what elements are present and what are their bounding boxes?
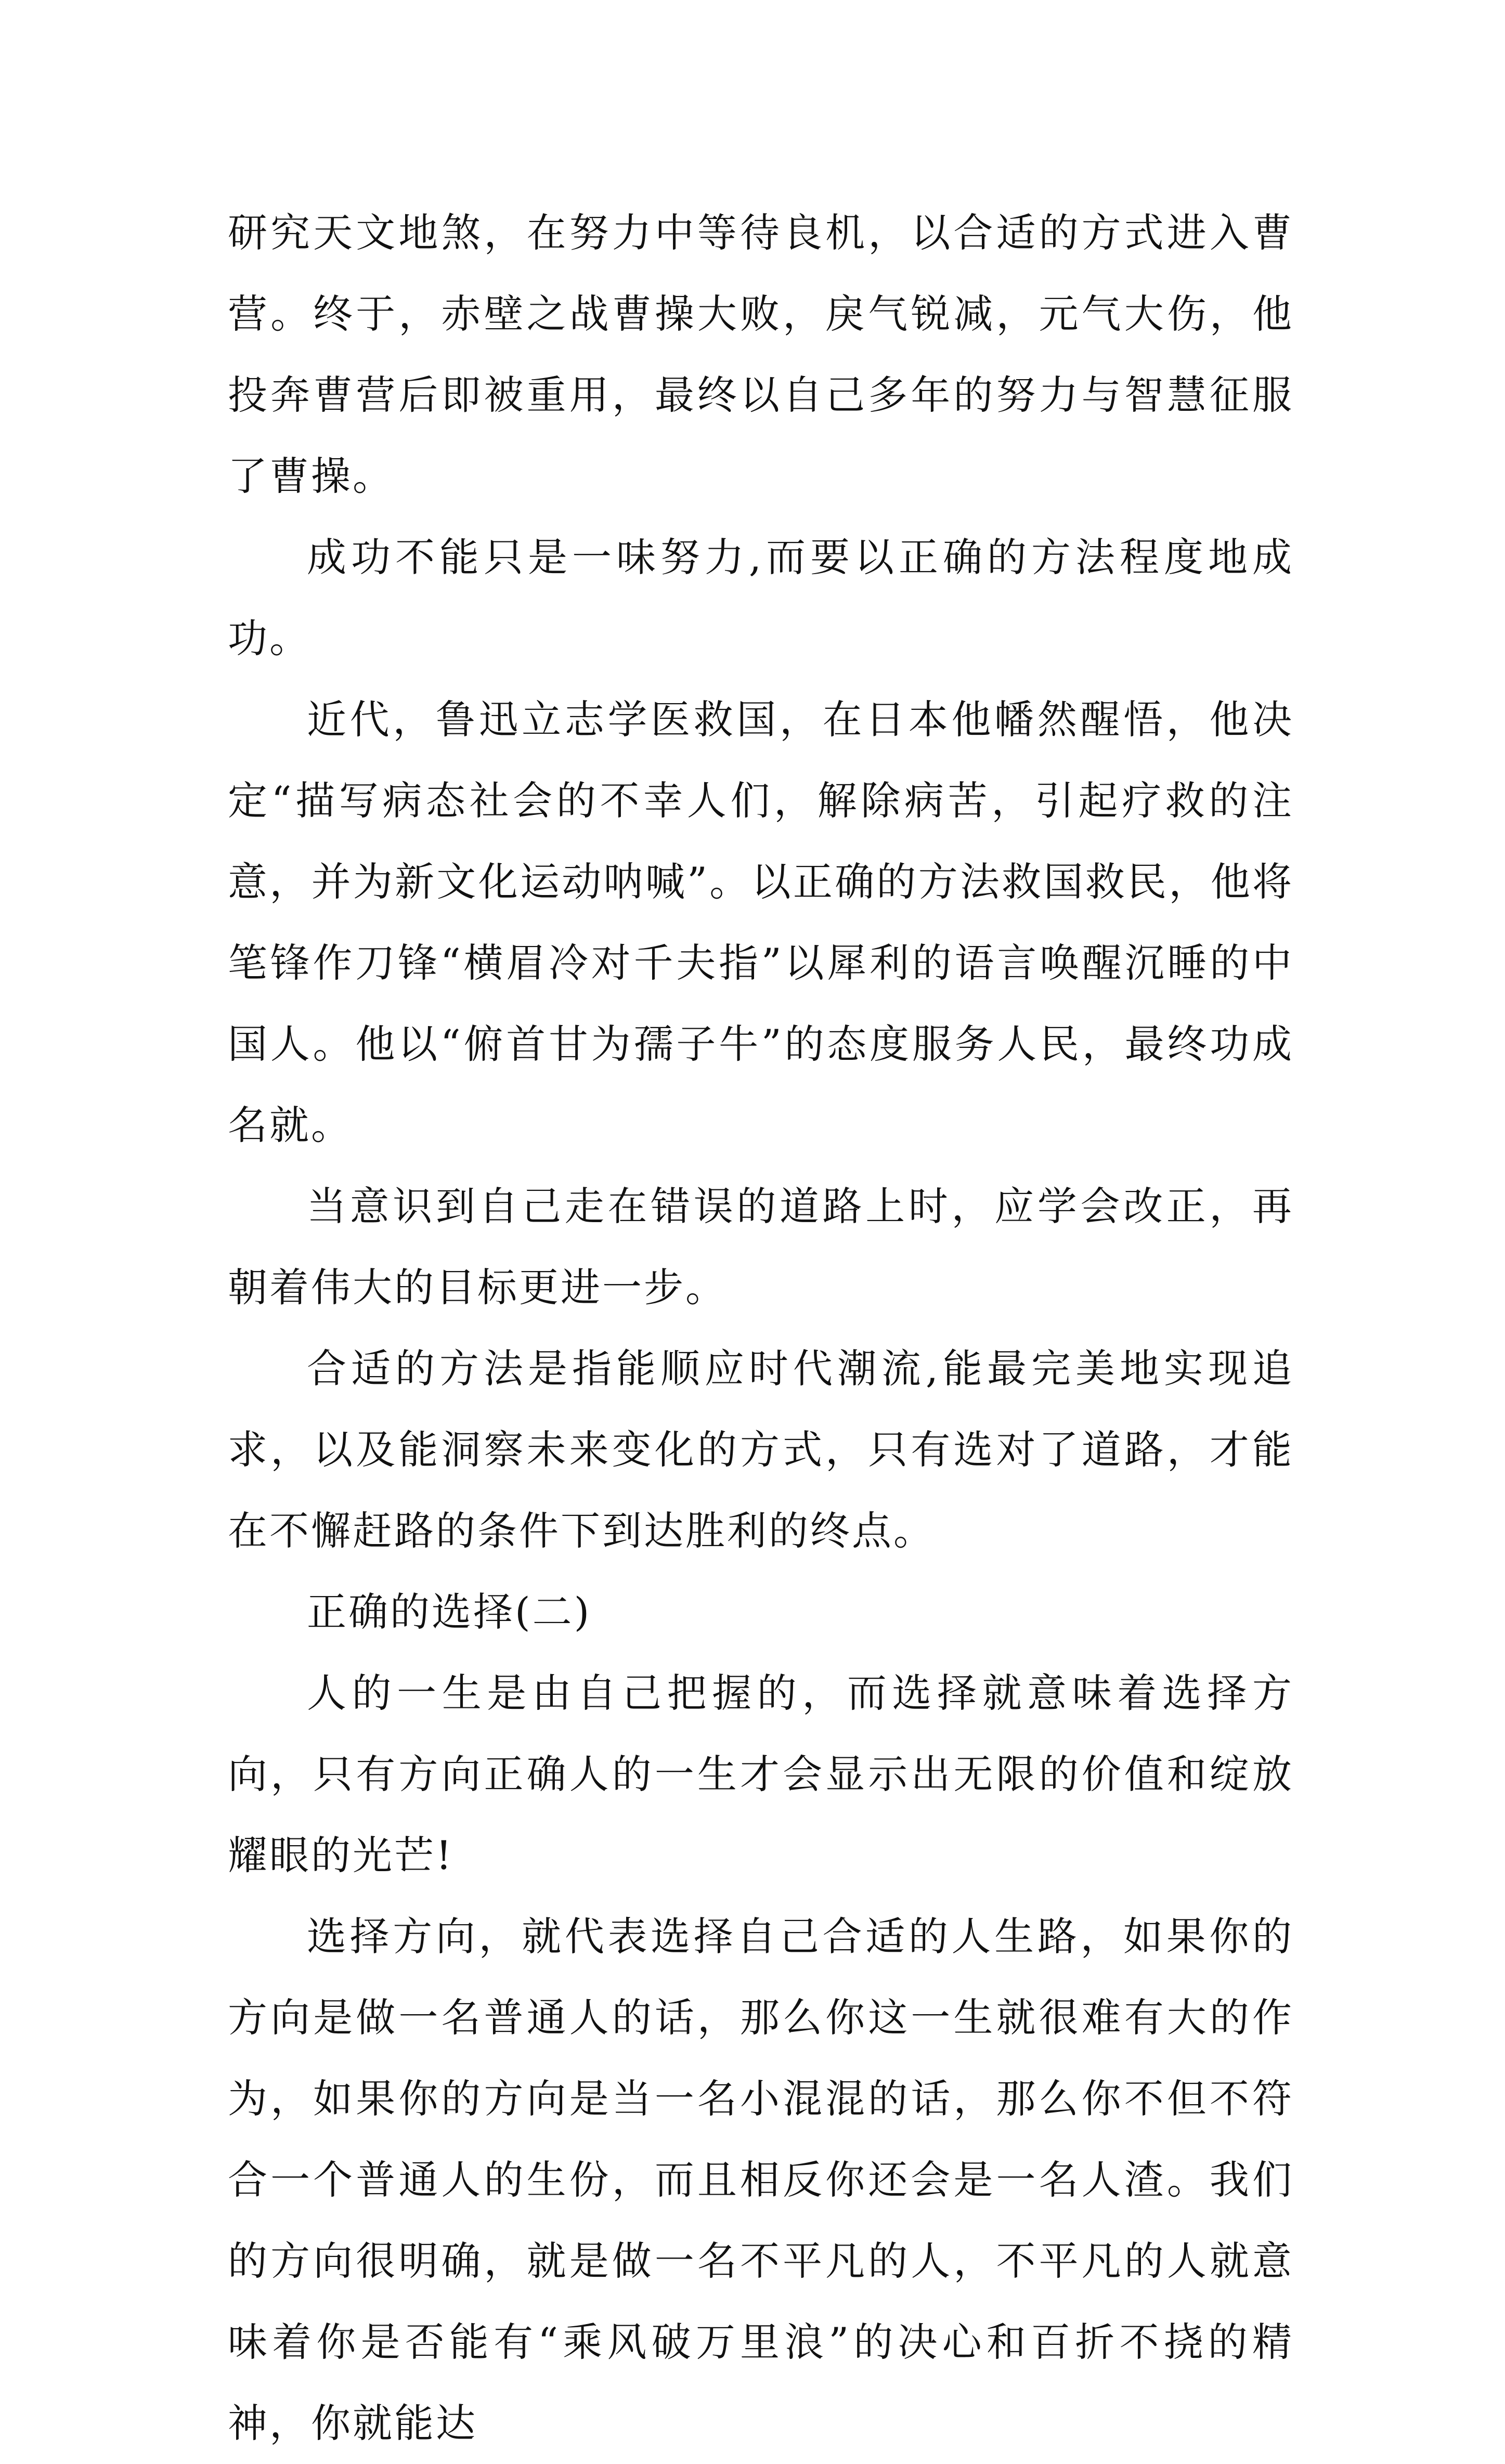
- paragraph-continuation: 研究天文地煞，在努力中等待良机，以合适的方式进入曹营。终于，赤壁之战曹操大败，戾气锐减，元气大伤，他投奔曹营后即被重用，最终以自己多年的努力与智慧征服了曹操。: [228, 210, 1294, 499]
- paragraph: 当意识到自己走在错误的道路上时，应学会改正，再朝着伟大的目标更进一步。: [228, 1183, 1294, 1311]
- document-body: [228, 192, 1294, 2464]
- paragraph: 近代，鲁迅立志学医救国，在日本他幡然醒悟，他决定“描写病态社会的不幸人们，解除病苦，引起疗救的注意，并为新文化运动呐喊”。以正确的方法救国救民，他将笔锋作刀锋“横眉冷对千夫指”以犀利的语言唤醒沉睡的中国人。他以“俯首甘为孺子牛”的态度服务人民，最终功成名就。: [228, 696, 1294, 1148]
- paragraph: 成功不能只是一味努力,而要以正确的方法程度地成功。: [228, 534, 1294, 662]
- paragraph: 合适的方法是指能顺应时代潮流,能最完美地实现追求，以及能洞察未来变化的方式，只有选对了道路，才能在不懈赶路的条件下到达胜利的终点。: [228, 1345, 1294, 1554]
- section-heading: 正确的选择(二): [307, 1589, 592, 1635]
- paragraph: 选择方向，就代表选择自己合适的人生路，如果你的方向是做一名普通人的话，那么你这一生就很难有大的作为，如果你的方向是当一名小混混的话，那么你不但不符合一个普通人的生份，而且相反你还会是一名人渣。我们的方向很明确，就是做一名不平凡的人，不平凡的人就意味着你是否能有“乘风破万里浪”的决心和百折不挠的精神，你就能达: [228, 1913, 1294, 2446]
- paragraph: 人的一生是由自己把握的，而选择就意味着选择方向，只有方向正确人的一生才会显示出无限的价值和绽放耀眼的光芒!: [228, 1670, 1294, 1878]
